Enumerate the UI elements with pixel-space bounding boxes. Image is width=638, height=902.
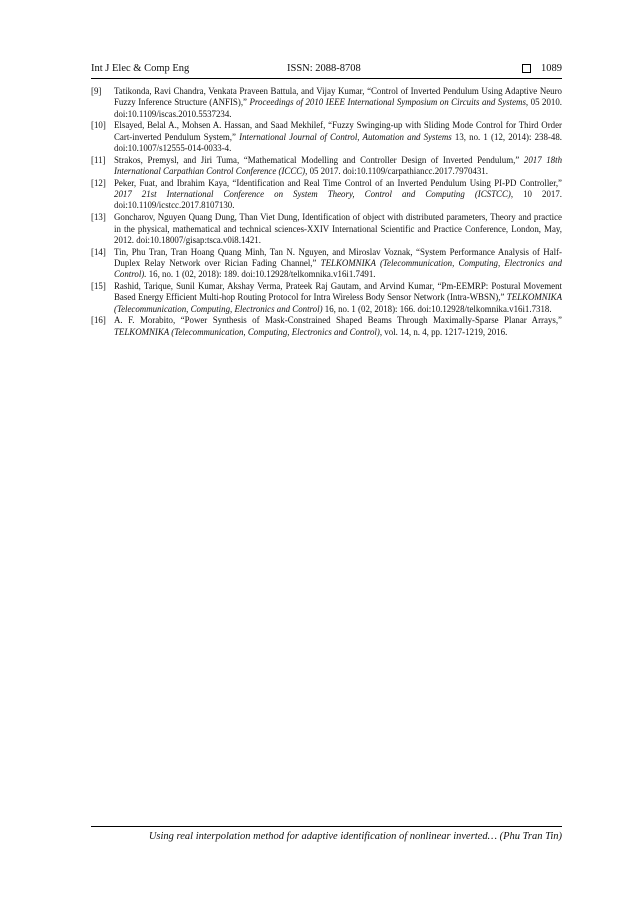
reference-venue: TELKOMNIKA (Telecommunication, Computing, Electronics and Control) (114, 292, 562, 314)
reference-segment: , 10 2017. doi:10.1109/icstcc.2017.8107130. (114, 189, 562, 211)
reference-segment: Elsayed, Belal A., Mohsen A. Hassan, and Saad Mekhilef, “Fuzzy Swinging-up with Sliding Mode Control for Third Order Cart-inverted Pendulum System,” (114, 120, 562, 142)
square-outline-icon (522, 64, 531, 73)
reference-text (114, 178, 562, 212)
reference-item (91, 178, 562, 212)
reference-text (114, 281, 562, 315)
journal-name: Int J Elec & Comp Eng (91, 63, 190, 74)
reference-item (91, 212, 562, 246)
reference-number: [10] (91, 120, 106, 131)
page-header (91, 60, 562, 79)
reference-number: [14] (91, 246, 106, 257)
reference-number: [13] (91, 212, 106, 223)
reference-item (91, 315, 562, 338)
reference-segment: , 05 2017. doi:10.1109/carpathiancc.2017.7970431. (305, 166, 488, 177)
reference-venue: TELKOMNIKA (Telecommunication, Computing, Electronics and Control) (114, 326, 380, 337)
reference-segment: A. F. Morabito, “Power Synthesis of Mask-Constrained Shaped Beams Through Maximally-Sparse Planar Arrays,” (114, 315, 562, 326)
reference-text (114, 212, 562, 246)
reference-venue: TELKOMNIKA (Telecommunication, Computing, Electronics and Control). (114, 257, 562, 280)
reference-number: [11] (91, 154, 106, 165)
reference-segment: 16, no. 1 (02, 2018): 189. doi:10.12928/telkomnika.v16i1.7491. (146, 269, 376, 280)
reference-list (91, 86, 562, 339)
page-number: 1089 (541, 63, 562, 74)
reference-venue: 2017 21st International Conference on System Theory, Control and Computing (ICSTCC) (114, 189, 511, 200)
reference-number: [9] (91, 86, 102, 96)
page-number-group (522, 63, 562, 74)
reference-segment: 13, no. 1 (12, 2014): 238-48. doi:10.1007/s12555-014-0033-4. (114, 131, 562, 153)
reference-number: [16] (91, 315, 106, 326)
reference-segment: 16, no. 1 (02, 2018): 166. doi:10.12928/telkomnika.v16i1.7318. (322, 303, 552, 314)
page-footer (91, 826, 562, 842)
reference-segment: Rashid, Tarique, Sunil Kumar, Akshay Verma, Prateek Raj Gautam, and Arvind Kumar, “Pm-EEMRP: Postural Movement Based Energy Efficient Multi-hop Routing Protocol for Intra Wireless Body Sensor Network (Intra-WBSN),” (114, 281, 562, 303)
reference-number: [12] (91, 177, 106, 188)
reference-segment: Goncharov, Nguyen Quang Dung, Than Viet Dung, Identification of object with distributed parameters, Theory and practice in the physical, mathematical and technical sciences-XXIV International Scientific and Practice Conference, London, May, 2012. doi:10.18007/gisap:tsca.v0i8.1421. (114, 212, 562, 245)
reference-segment: Tatikonda, Ravi Chandra, Venkata Praveen Battula, and Vijay Kumar, “Control of Inverted Pendulum Using Adaptive Neuro Fuzzy Inference Structure (ANFIS),” (114, 86, 562, 108)
reference-text (114, 155, 562, 178)
reference-segment: , vol. 14, n. 4, pp. 1217-1219, 2016. (379, 326, 508, 337)
running-title: Using real interpolation method for adaptive identification of nonlinear inverted… (Phu Tran Tin) (148, 831, 562, 842)
reference-item (91, 86, 562, 120)
reference-venue: Proceedings of 2010 IEEE International Symposium on Circuits and Systems (249, 97, 526, 108)
reference-item (91, 120, 562, 154)
reference-item (91, 247, 562, 281)
reference-item (91, 155, 562, 178)
reference-text (114, 120, 562, 154)
reference-item (91, 281, 562, 315)
reference-segment: Strakos, Premysl, and Jiri Tuma, “Mathematical Modelling and Controller Design of Inverted Pendulum,” (114, 154, 524, 165)
reference-text (114, 247, 562, 281)
reference-segment: Peker, Fuat, and Ibrahim Kaya, “Identification and Real Time Control of an Inverted Pendulum Using PI-PD Controller,” (114, 177, 562, 188)
reference-segment: Tin, Phu Tran, Tran Hoang Quang Minh, Tan N. Nguyen, and Miroslav Voznak, “System Performance Analysis of Half-Duplex Relay Network over Rician Fading Channel,” (114, 246, 562, 268)
reference-text (114, 315, 562, 338)
reference-venue: 2017 18th International Carpathian Control Conference (ICCC) (114, 154, 563, 177)
reference-venue: International Journal of Control, Automation and Systems (239, 131, 452, 142)
reference-number: [15] (91, 281, 106, 292)
issn-label: ISSN: 2088-8708 (287, 63, 361, 74)
reference-segment: , 05 2010. doi:10.1109/iscas.2010.5537234. (114, 97, 563, 119)
reference-text (114, 86, 562, 120)
